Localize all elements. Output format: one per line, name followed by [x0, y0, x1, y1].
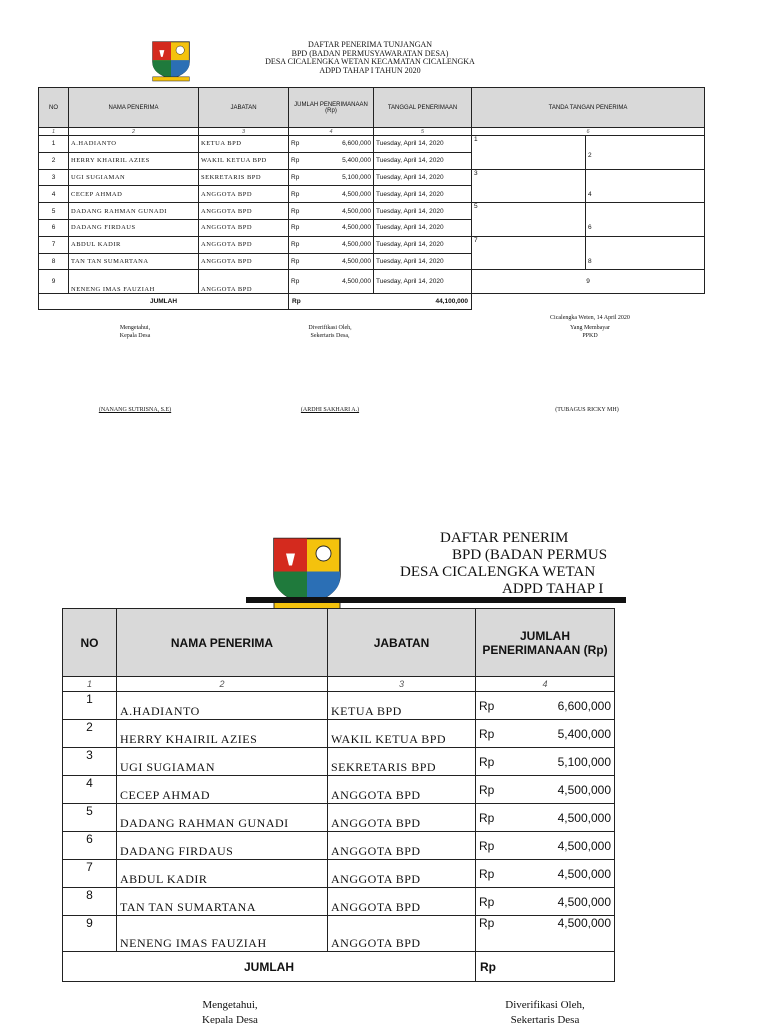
row-no: 8 [39, 253, 69, 270]
table-row [39, 219, 705, 236]
column-index-row [63, 677, 615, 692]
row-no: 9 [63, 916, 117, 952]
doc-subtitle-desa-zoomed: DESA CICALENGKA WETAN [400, 564, 596, 580]
signer-name-kepala-desa: (NANANG SUTRISNA, S.E) [98, 407, 172, 413]
total-currency: Rp [476, 952, 615, 982]
row-nama: ABDUL KADIR [117, 860, 328, 888]
row-jabatan: ANGGOTA BPD [328, 776, 476, 804]
header-rule [246, 597, 626, 603]
row-nama: NENENG IMAS FAUZIAH [69, 270, 199, 294]
row-tanggal: Tuesday, April 14, 2020 [374, 136, 472, 153]
row-jumlah: Rp 5,400,000 [476, 720, 615, 748]
row-jumlah: Rp 4,500,000 [476, 804, 615, 832]
row-nama: TAN TAN SUMARTANA [69, 253, 199, 270]
document-page-overview [0, 0, 768, 500]
row-no: 9 [39, 270, 69, 294]
doc-subtitle-tahap: ADPD TAHAP I TAHUN 2020 [319, 65, 421, 75]
row-no: 7 [39, 236, 69, 253]
table-row [39, 253, 705, 270]
index-cell: 4 [289, 128, 374, 136]
row-jabatan: ANGGOTA BPD [328, 860, 476, 888]
signature-cell-2: 2 [586, 152, 705, 169]
row-no: 3 [63, 748, 117, 776]
row-jumlah: Rp 4,500,000 [476, 776, 615, 804]
row-jumlah: Rp 4,500,000 [289, 186, 374, 203]
row-jumlah: Rp 5,100,000 [476, 748, 615, 776]
index-cell: 6 [472, 128, 705, 136]
row-no: 5 [39, 203, 69, 220]
index-cell: 5 [374, 128, 472, 136]
row-jabatan: ANGGOTA BPD [199, 203, 289, 220]
row-jabatan: WAKIL KETUA BPD [199, 152, 289, 169]
row-jabatan: KETUA BPD [199, 136, 289, 153]
signature-cell-5: 5 [472, 203, 586, 237]
signature-cell-blank [586, 169, 705, 186]
table-row [39, 270, 705, 294]
col-header-jabatan: JABATAN [199, 88, 289, 128]
signature-cell-blank [586, 236, 705, 253]
index-cell: 3 [328, 677, 476, 692]
row-nama: HERRY KHAIRIL AZIES [69, 152, 199, 169]
doc-subtitle-tahap-zoomed: ADPD TAHAP I [502, 581, 604, 597]
table-row [63, 692, 615, 720]
row-no: 8 [63, 888, 117, 916]
table-row [63, 916, 615, 952]
row-jabatan: ANGGOTA BPD [328, 916, 476, 952]
table-row [39, 236, 705, 253]
signature-middle-zoomed: Diverifikasi Oleh, Sekertaris Desa [505, 999, 585, 1024]
row-jumlah: Rp 5,100,000 [289, 169, 374, 186]
index-cell: 4 [476, 677, 615, 692]
row-jabatan: SEKRETARIS BPD [199, 169, 289, 186]
doc-subtitle-bpd: BPD (BADAN PERMUSYAWARATAN DESA) [291, 48, 449, 58]
signer-name-sekertaris: (ARDHI SAKHARI A.) [300, 407, 360, 413]
row-jabatan: ANGGOTA BPD [328, 804, 476, 832]
signature-cell-6: 6 [586, 219, 705, 236]
row-tanggal: Tuesday, April 14, 2020 [374, 253, 472, 270]
col-header-nama: NAMA PENERIMA [69, 88, 199, 128]
signature-cell-1: 1 [472, 136, 586, 170]
row-nama: NENENG IMAS FAUZIAH [117, 916, 328, 952]
row-jabatan: ANGGOTA BPD [199, 270, 289, 294]
row-jumlah: Rp 4,500,000 [289, 219, 374, 236]
row-nama: DADANG RAHMAN GUNADI [117, 804, 328, 832]
table-row [39, 169, 705, 186]
row-tanggal: Tuesday, April 14, 2020 [374, 203, 472, 220]
row-jabatan: ANGGOTA BPD [199, 219, 289, 236]
total-blank [472, 294, 705, 310]
place-date: Cicalengka Weten, 14 April 2020 [550, 315, 630, 321]
table-row [63, 720, 615, 748]
col-header-no: NO [39, 88, 69, 128]
row-jumlah: Rp 6,600,000 [476, 692, 615, 720]
row-nama: A.HADIANTO [117, 692, 328, 720]
row-no: 2 [63, 720, 117, 748]
row-no: 1 [39, 136, 69, 153]
col-header-jumlah: JUMLAH PENERIMANAAN (Rp) [476, 609, 615, 677]
signer-name-ppkd: (TUBAGUS RICKY MH) [555, 407, 619, 413]
row-nama: CECEP AHMAD [117, 776, 328, 804]
table-row [63, 832, 615, 860]
row-nama: DADANG FIRDAUS [117, 832, 328, 860]
row-tanggal: Tuesday, April 14, 2020 [374, 236, 472, 253]
row-nama: DADANG FIRDAUS [69, 219, 199, 236]
row-no: 7 [63, 860, 117, 888]
table-row [63, 888, 615, 916]
row-no: 1 [63, 692, 117, 720]
row-jumlah: Rp 4,500,000 [289, 270, 374, 294]
signature-cell-8: 8 [586, 253, 705, 270]
signature-cell-4: 4 [586, 186, 705, 203]
row-no: 5 [63, 804, 117, 832]
row-jumlah: Rp 4,500,000 [289, 203, 374, 220]
table-row [39, 186, 705, 203]
row-jabatan: WAKIL KETUA BPD [328, 720, 476, 748]
row-tanggal: Tuesday, April 14, 2020 [374, 270, 472, 294]
total-row [39, 294, 705, 310]
doc-title-zoomed: DAFTAR PENERIM [440, 530, 569, 546]
row-no: 6 [63, 832, 117, 860]
table-row [63, 776, 615, 804]
signature-cell-3: 3 [472, 169, 586, 203]
row-jumlah: Rp 4,500,000 [476, 888, 615, 916]
signature-left: Mengetahui, Kepala Desa [119, 325, 151, 339]
total-label: JUMLAH [63, 952, 476, 982]
col-header-jabatan: JABATAN [328, 609, 476, 677]
signature-left-zoomed: Mengetahui, Kepala Desa [202, 999, 258, 1024]
table-header-row [39, 88, 705, 128]
col-header-no: NO [63, 609, 117, 677]
row-nama: CECEP AHMAD [69, 186, 199, 203]
signature-cell-7: 7 [472, 236, 586, 270]
signature-right: Yang Membayar PPKD [570, 325, 610, 339]
row-tanggal: Tuesday, April 14, 2020 [374, 186, 472, 203]
col-header-nama: NAMA PENERIMA [117, 609, 328, 677]
row-nama: DADANG RAHMAN GUNADI [69, 203, 199, 220]
row-jabatan: ANGGOTA BPD [199, 236, 289, 253]
total-row [63, 952, 615, 982]
row-jumlah: Rp 4,500,000 [289, 236, 374, 253]
doc-title: DAFTAR PENERIMA TUNJANGAN [307, 40, 433, 49]
signature-cell-9: 9 [472, 270, 705, 294]
table-row [63, 748, 615, 776]
row-no: 6 [39, 219, 69, 236]
index-cell: 1 [39, 128, 69, 136]
row-jumlah: Rp 5,400,000 [289, 152, 374, 169]
row-tanggal: Tuesday, April 14, 2020 [374, 219, 472, 236]
row-jabatan: ANGGOTA BPD [199, 186, 289, 203]
table-row [39, 152, 705, 169]
column-index-row [39, 128, 705, 136]
row-jabatan: SEKRETARIS BPD [328, 748, 476, 776]
doc-subtitle-desa: DESA CICALENGKA WETAN KECAMATAN CICALENGKA [265, 57, 475, 66]
index-cell: 2 [117, 677, 328, 692]
row-jabatan: ANGGOTA BPD [199, 253, 289, 270]
village-crest-logo [146, 40, 196, 82]
col-header-tanggal: TANGGAL PENERIMAAN [374, 88, 472, 128]
index-cell: 1 [63, 677, 117, 692]
recipient-table [38, 87, 705, 310]
recipient-table-zoomed [62, 608, 615, 982]
col-header-ttd: TANDA TANGAN PENERIMA [472, 88, 705, 128]
row-no: 4 [39, 186, 69, 203]
row-nama: UGI SUGIAMAN [69, 169, 199, 186]
row-jumlah: Rp 4,500,000 [289, 253, 374, 270]
row-jumlah: Rp 4,500,000 [476, 860, 615, 888]
row-jumlah: Rp 6,600,000 [289, 136, 374, 153]
row-no: 2 [39, 152, 69, 169]
row-jabatan: KETUA BPD [328, 692, 476, 720]
table-row [39, 203, 705, 220]
row-jumlah: Rp 4,500,000 [476, 832, 615, 860]
signature-cell-blank [586, 136, 705, 153]
total-value: Rp 44,100,000 [289, 294, 472, 310]
document-page-zoomed [0, 500, 768, 1024]
table-row [63, 804, 615, 832]
row-nama: HERRY KHAIRIL AZIES [117, 720, 328, 748]
total-label: JUMLAH [39, 294, 289, 310]
col-header-jumlah: JUMLAH PENERIMANAAN (Rp) [289, 88, 374, 128]
row-nama: UGI SUGIAMAN [117, 748, 328, 776]
table-header-row [63, 609, 615, 677]
table-row [63, 860, 615, 888]
index-cell: 2 [69, 128, 199, 136]
row-no: 4 [63, 776, 117, 804]
row-jabatan: ANGGOTA BPD [328, 832, 476, 860]
signature-cell-blank [586, 203, 705, 220]
row-jabatan: ANGGOTA BPD [328, 888, 476, 916]
row-nama: ABDUL KADIR [69, 236, 199, 253]
row-tanggal: Tuesday, April 14, 2020 [374, 152, 472, 169]
row-jumlah: Rp 4,500,000 [476, 916, 615, 952]
doc-subtitle-bpd-zoomed: BPD (BADAN PERMUS [452, 547, 608, 563]
row-tanggal: Tuesday, April 14, 2020 [374, 169, 472, 186]
row-nama: A.HADIANTO [69, 136, 199, 153]
index-cell: 3 [199, 128, 289, 136]
row-nama: TAN TAN SUMARTANA [117, 888, 328, 916]
signature-middle: Diverifikasi Oleh, Sekertaris Desa, [308, 325, 352, 339]
row-no: 3 [39, 169, 69, 186]
table-row [39, 136, 705, 153]
